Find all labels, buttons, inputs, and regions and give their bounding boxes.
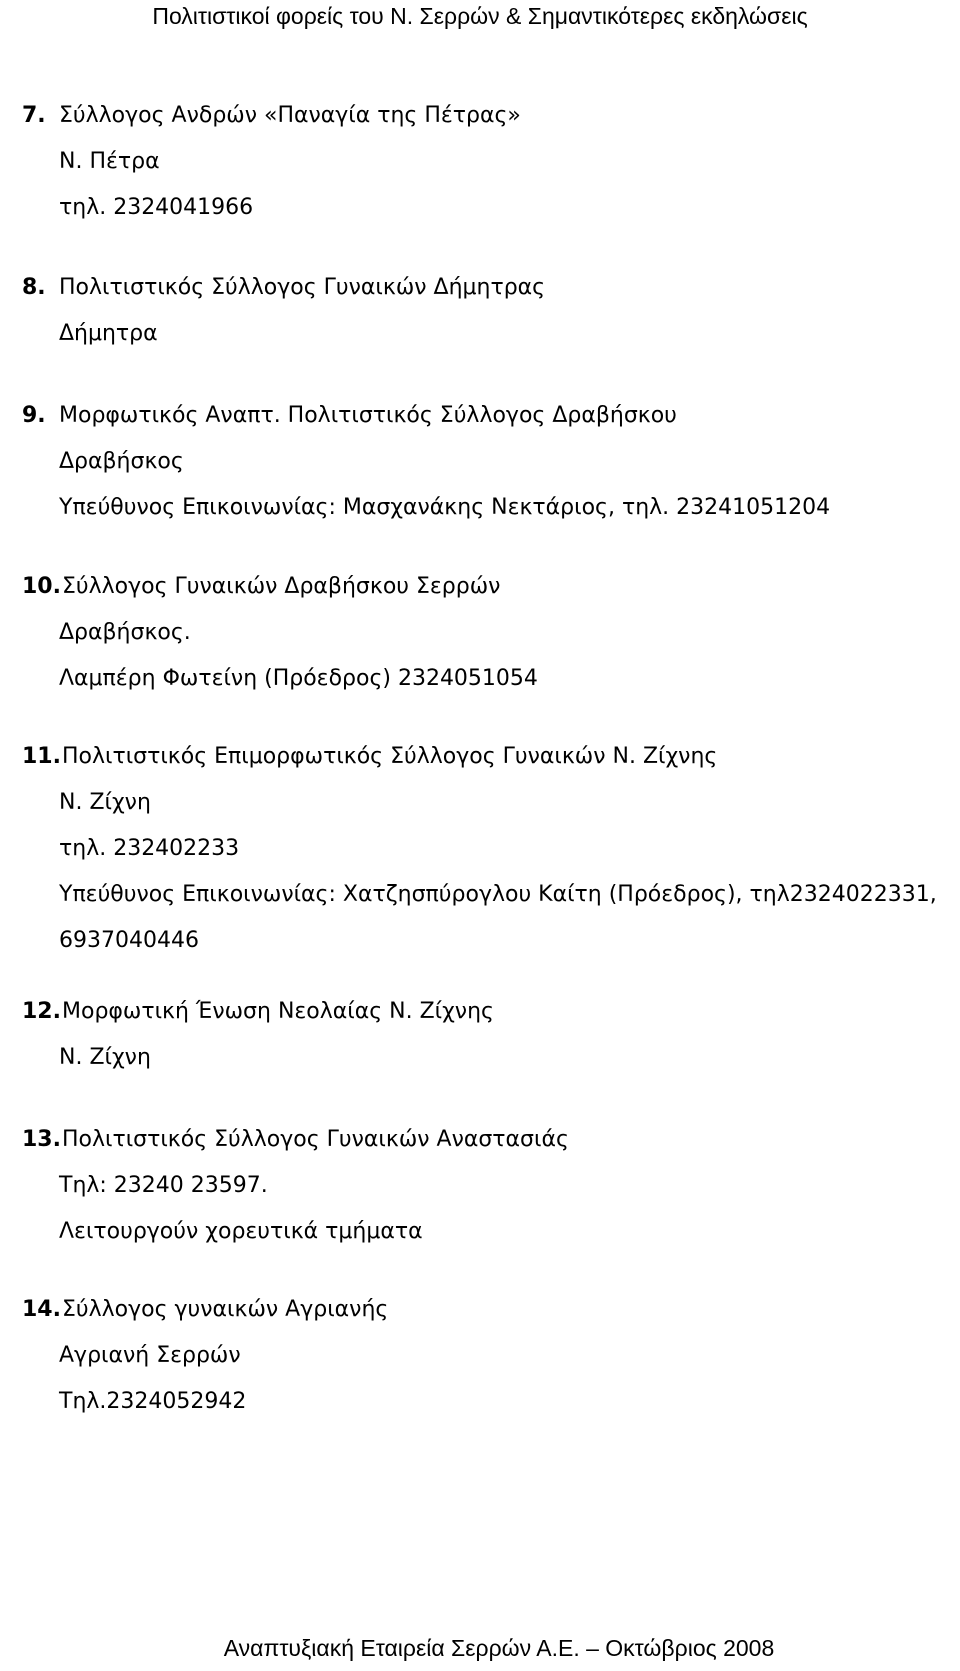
page-header: Πολιτιστικοί φορείς του Ν. Σερρών & Σημαντικότερες εκδηλώσεις <box>152 3 808 29</box>
entry-heading <box>22 1127 942 1153</box>
entry-title: Σύλλογος γυναικών Αγριανής <box>62 1297 389 1322</box>
entry-location: Δραβήσκος. <box>59 620 191 645</box>
organization-entry <box>22 1127 942 1245</box>
entry-number: 14. <box>22 1297 61 1322</box>
entry-heading <box>22 403 942 429</box>
entry-heading <box>22 574 942 600</box>
entry-number: 13. <box>22 1127 61 1152</box>
entry-contact: Λαμπέρη Φωτείνη (Πρόεδρος) 2324051054 <box>59 666 538 691</box>
entry-heading <box>22 103 942 129</box>
entry-location: Δήμητρα <box>59 321 158 346</box>
entry-location: Ν. Ζίχνη <box>59 1045 151 1070</box>
entry-number: 9. <box>22 403 46 428</box>
entry-number: 7. <box>22 103 46 128</box>
entry-title: Σύλλογος Γυναικών Δραβήσκου Σερρών <box>62 574 501 599</box>
organization-entry <box>22 403 942 521</box>
entry-title: Μορφωτικός Αναπτ. Πολιτιστικός Σύλλογος Δραβήσκου <box>59 403 677 428</box>
organization-entry <box>22 999 942 1071</box>
entry-location: Ν. Ζίχνη <box>59 790 151 815</box>
organization-entry <box>22 275 942 347</box>
entry-location: Ν. Πέτρα <box>59 149 160 174</box>
entry-heading <box>22 275 942 301</box>
entry-number: 8. <box>22 275 46 300</box>
organization-entry <box>22 744 942 954</box>
entry-number: 12. <box>22 999 61 1024</box>
entry-title: Πολιτιστικός Σύλλογος Γυναικών Αναστασιάς <box>62 1127 569 1152</box>
entry-contact: Υπεύθυνος Επικοινωνίας: Μασχανάκης Νεκτάριος, τηλ. 23241051204 <box>59 495 831 520</box>
entry-heading <box>22 999 942 1025</box>
entry-number: 10. <box>22 574 61 599</box>
page-footer: Αναπτυξιακή Εταιρεία Σερρών Α.Ε. – Οκτώβριος 2008 <box>223 1635 775 1661</box>
entry-heading <box>22 1297 942 1323</box>
entry-phone: τηλ. 2324041966 <box>59 195 254 220</box>
entry-title: Μορφωτική Ένωση Νεολαίας Ν. Ζίχνης <box>62 999 494 1024</box>
entry-number: 11. <box>22 744 61 769</box>
entry-phone: Τηλ.2324052942 <box>59 1389 247 1414</box>
entry-phone: τηλ. 232402233 <box>59 836 240 861</box>
organization-entry <box>22 103 942 221</box>
organization-entry <box>22 1297 942 1415</box>
entry-location: Δραβήσκος <box>59 449 184 474</box>
entry-title: Πολιτιστικός Επιμορφωτικός Σύλλογος Γυναικών Ν. Ζίχνης <box>62 744 718 769</box>
entry-note: Λειτουργούν χορευτικά τμήματα <box>59 1219 423 1244</box>
organization-entry <box>22 574 942 692</box>
entry-heading <box>22 744 942 770</box>
entry-contact-continued: 6937040446 <box>59 928 199 953</box>
entry-title: Πολιτιστικός Σύλλογος Γυναικών Δήμητρας <box>59 275 546 300</box>
entry-phone: Τηλ: 23240 23597. <box>59 1173 268 1198</box>
entry-contact: Υπεύθυνος Επικοινωνίας: Χατζησπύρογλου Καίτη (Πρόεδρος), τηλ2324022331, <box>59 882 937 907</box>
entry-title: Σύλλογος Ανδρών «Παναγία της Πέτρας» <box>59 103 521 128</box>
entry-location: Αγριανή Σερρών <box>59 1343 241 1368</box>
